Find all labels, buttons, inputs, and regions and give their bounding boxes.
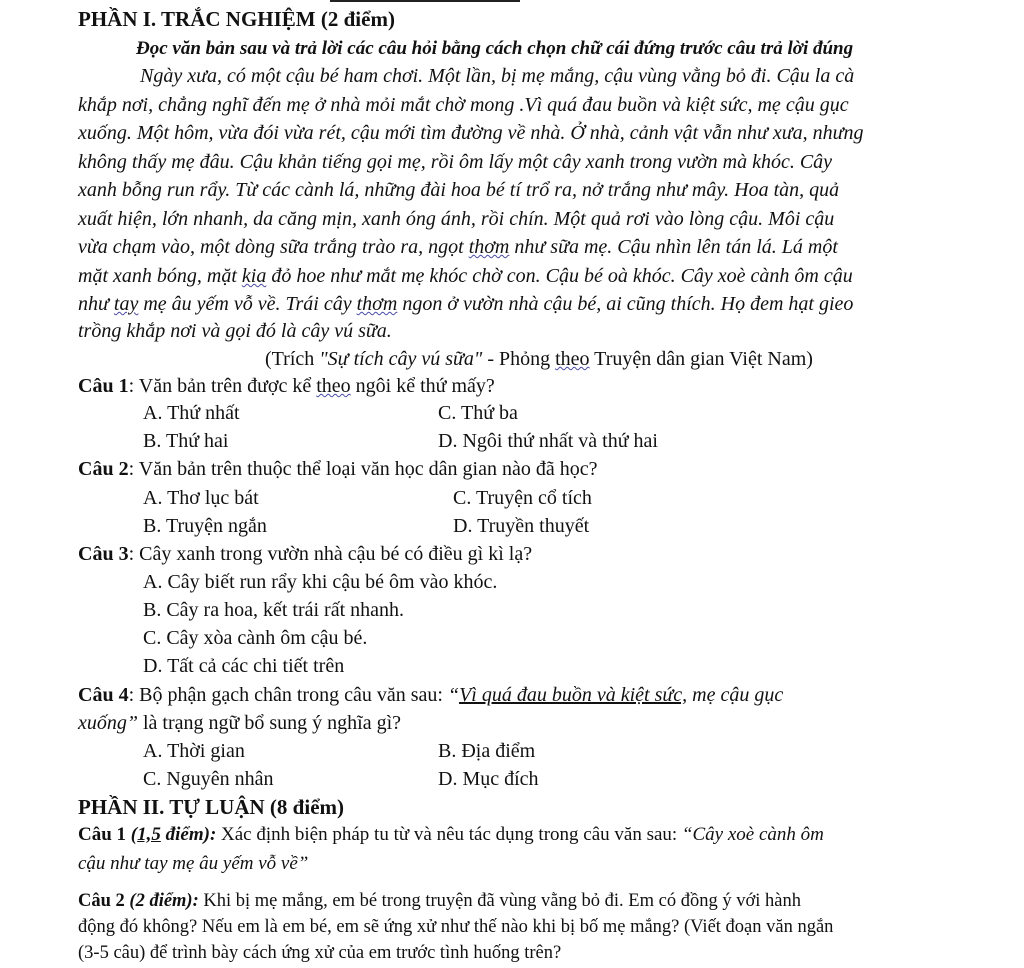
score-open: ( [126,824,138,845]
passage-line: xanh bỗng run rẩy. Từ các cành lá, những đài hoa bé tí trổ ra, nở trắng như mây. Hoa tàn, quả [78,179,840,201]
q4-option-c[interactable]: C. Nguyên nhân [143,768,274,790]
passage-underlined-word: kia [241,265,267,287]
source-end: Truyện dân gian Việt Nam) [589,348,813,370]
question-label: Câu 4 [78,684,129,706]
section1-heading: PHẦN I. TRẮC NGHIỆM (2 điểm) [78,7,395,31]
passage-line [78,291,853,317]
essay-question-2-line3: (3-5 câu) để trình bày cách ứng xử của em trước tình huống trên? [78,943,562,963]
passage-line: xuống. Một hôm, vừa đói vừa rét, cậu mới tìm đường về nhà. Ở nhà, cảnh vật vẫn như xưa, nhưng [78,122,864,144]
question-text: là trạng ngữ bổ sung ý nghĩa gì? [138,712,402,734]
passage-text: ngon ở vườn nhà cậu bé, ai cũng thích. Họ đem hạt gieo [402,293,854,315]
quote-text: “Cây xoè cành ôm [681,824,824,845]
q4-option-d[interactable]: D. Mục đích [438,768,539,790]
score-value: (2 điểm): [124,891,199,911]
question-text: : Cây xanh trong vườn nhà cậu bé có điều gì kì lạ? [128,543,533,565]
passage-line: không thấy mẹ đâu. Cậu khản tiếng gọi mẹ, rồi ôm lấy một cây xanh trong vườn mà khóc. Cây [78,151,833,173]
q3-option-a[interactable]: A. Cây biết run rẩy khi cậu bé ôm vào khóc. [143,571,498,593]
question-text: Khi bị mẹ mắng, em bé trong truyện đã vùng vằng bỏ đi. Em có đồng ý với hành [198,891,801,911]
essay-question-2-line2: động đó không? Nếu em là em bé, em sẽ ứng xử như thế nào khi bị bố mẹ mắng? (Viết đoạn văn ngắn [78,917,834,937]
essay-quote-cont: cậu như tay mẹ âu yếm vỗ về” [78,853,309,874]
essay-question-2 [78,888,801,914]
passage-line: Ngày xưa, có một cậu bé ham chơi. Một lần, bị mẹ mắng, cậu vùng vằng bỏ đi. Cậu la cà [140,65,855,87]
score-close: điểm): [160,824,217,845]
passage-line: xuất hiện, lớn nhanh, da căng mịn, xanh óng ánh, rồi chín. Một quả rơi vào lòng cậu. Môi cậu [78,208,835,230]
passage-underlined-word: thơm [356,293,398,315]
question-4-cont [78,710,401,736]
underlined-phrase: Vì quá đau buồn và kiệt sức, [459,684,688,706]
question-label: Câu 2 [78,891,125,911]
question-text: : Văn bản trên thuộc thể loại văn học dân gian nào đã học? [128,458,598,480]
quote-text: xuống” [78,712,138,734]
quote-mark: “ [447,684,460,706]
question-label: Câu 3 [78,543,129,565]
question-label: Câu 1 [78,375,129,397]
passage-text: đỏ hoe như mắt mẹ khóc chờ con. Cậu bé oà khóc. Cây xoè cành ôm cậu [271,265,853,287]
question-text: : Văn bản trên được kể [128,375,317,397]
passage-text: như sữa mẹ. Cậu nhìn lên tán lá. Lá một [514,236,838,258]
q2-option-b[interactable]: B. Truyện ngắn [143,515,267,537]
passage-text: mẹ âu yếm vỗ về. Trái cây [143,293,352,315]
passage-line: trồng khắp nơi và gọi đó là cây vú sữa. [78,320,392,342]
q3-option-b[interactable]: B. Cây ra hoa, kết trái rất nhanh. [143,599,405,621]
top-rule [330,0,520,2]
q3-option-d[interactable]: D. Tất cả các chi tiết trên [143,655,345,677]
q2-option-a[interactable]: A. Thơ lục bát [143,487,259,509]
q3-option-c[interactable]: C. Cây xòa cành ôm cậu bé. [143,627,368,649]
source-prefix: (Trích [265,348,320,370]
source-underlined-word: theo [555,348,590,370]
source-mid: - Phỏng [482,348,556,370]
question-text: : Bộ phận gạch chân trong câu văn sau: [128,684,448,706]
passage-line: khắp nơi, chẳng nghĩ đến mẹ ở nhà mỏi mắt chờ mong .Vì quá đau buồn và kiệt sức, mẹ cậu gục [78,94,849,116]
passage-underlined-word: tay [113,293,139,315]
quote-text: mẹ cậu gục [687,684,784,706]
passage-line [78,263,853,289]
section1-instruction: Đọc văn bản sau và trả lời các câu hỏi bằng cách chọn chữ cái đứng trước câu trả lời đúng [136,38,854,59]
q1-option-a[interactable]: A. Thứ nhất [143,402,240,424]
passage-text: như [78,293,109,315]
question-text: Xác định biện pháp tu từ và nêu tác dụng trong câu văn sau: [216,824,682,845]
passage-line [78,234,838,260]
source-title: "Sự tích cây vú sữa" [319,348,483,370]
question-1 [78,373,495,399]
passage-text: vừa chạm vào, một dòng sữa trắng trào ra, ngọt [78,236,464,258]
passage-text: mặt xanh bóng, mặt [78,265,237,287]
question-3 [78,541,532,567]
passage-underlined-word: thơm [468,236,510,258]
section2-heading: PHẦN II. TỰ LUẬN (8 điểm) [78,795,344,819]
q1-option-d[interactable]: D. Ngôi thứ nhất và thứ hai [438,430,658,452]
q2-option-d[interactable]: D. Truyền thuyết [453,515,590,537]
question-label: Câu 1 [78,824,127,845]
q1-option-c[interactable]: C. Thứ ba [438,402,518,424]
question-text: ngôi kể thứ mấy? [350,375,495,397]
question-4 [78,682,783,708]
q1-option-b[interactable]: B. Thứ hai [143,430,229,452]
essay-question-1 [78,822,824,848]
question-2 [78,456,598,482]
question-underlined-word: theo [316,375,351,397]
q4-option-b[interactable]: B. Địa điểm [438,740,536,762]
q4-option-a[interactable]: A. Thời gian [143,740,245,762]
q2-option-c[interactable]: C. Truyện cổ tích [453,487,592,509]
passage-source [265,346,813,372]
question-label: Câu 2 [78,458,129,480]
score-value: 1,5 [137,824,161,845]
